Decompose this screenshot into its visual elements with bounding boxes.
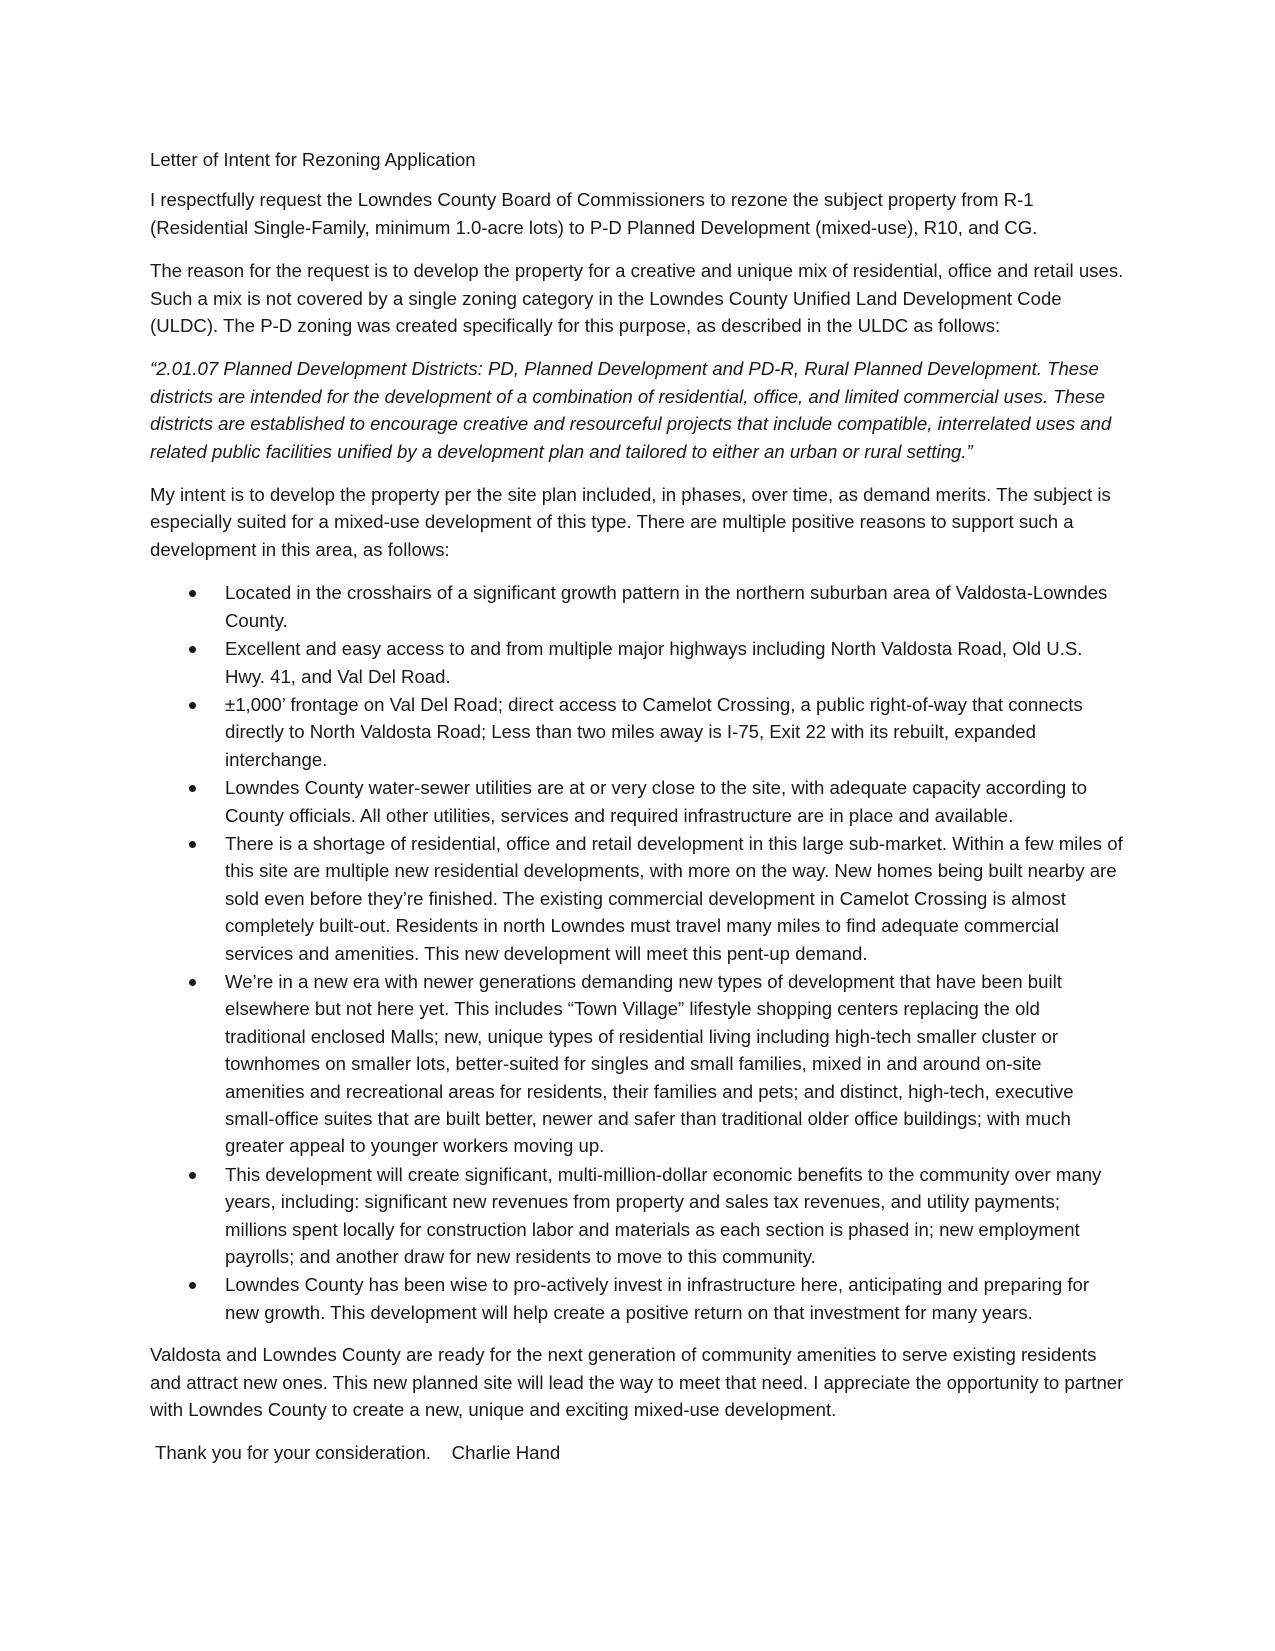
bullet-icon xyxy=(189,841,196,848)
list-item-text: We’re in a new era with newer generations demanding new types of development that have been built elsewhere but not here yet. This includes “Town Village” lifestyle shopping centers replacing the old traditional enclosed Malls; new, unique types of residential living including high-tech smaller cluster or townhomes on smaller lots, better-suited for singles and small families, mixed in and around on-site amenities and recreational areas for residents, their families and pets; and distinct, high-tech, executive small-office suites that are built better, newer and safer than traditional older office buildings; with much greater appeal to younger workers moving up. xyxy=(225,970,1074,1157)
list-item xyxy=(150,830,1125,967)
list-item xyxy=(150,691,1125,773)
bullet-icon xyxy=(189,702,196,709)
reasons-list xyxy=(150,579,1125,1326)
list-item xyxy=(150,968,1125,1160)
list-item-text: Excellent and easy access to and from multiple major highways including North Valdosta Road, Old U.S. Hwy. 41, and Val Del Road. xyxy=(225,638,1083,687)
bullet-icon xyxy=(189,1282,196,1289)
intent-paragraph: My intent is to develop the property per the site plan included, in phases, over time, as demand merits. The subject is especially suited for a mixed-use development of this type. There are multiple positive reasons to support such a development in this area, as follows: xyxy=(150,484,1111,560)
bullet-icon xyxy=(189,1172,196,1179)
list-item-text: Located in the crosshairs of a significant growth pattern in the northern suburban area of Valdosta-Lowndes County. xyxy=(225,582,1108,631)
list-item xyxy=(150,1161,1125,1271)
conclusion-paragraph: Valdosta and Lowndes County are ready for the next generation of community amenities to serve existing residents and attract new ones. This new planned site will lead the way to meet that need. I appreciate the opportunity to partner with Lowndes County to create a new, unique and exciting mixed-use development. xyxy=(150,1344,1124,1421)
bullet-icon xyxy=(189,646,196,653)
list-item xyxy=(150,635,1125,690)
letter-title: Letter of Intent for Rezoning Application xyxy=(150,149,476,170)
list-item-text: Lowndes County water-sewer utilities are at or very close to the site, with adequate capacity according to County officials. All other utilities, services and required infrastructure are in place and available. xyxy=(225,777,1087,826)
letter-page xyxy=(150,146,1125,1467)
uldc-quote: “2.01.07 Planned Development Districts: PD, Planned Development and PD-R, Rural Planned Development. These districts are intended for the development of a combination of residential, office, and limited commercial uses. These districts are established to encourage creative and resourceful projects that include compatible, interrelated uses and related public facilities unified by a development plan and tailored to either an urban or rural setting.” xyxy=(150,358,1112,462)
list-item-text: There is a shortage of residential, office and retail development in this large sub-market. Within a few miles of this site are multiple new residential developments, with more on the way. New homes being built nearby are sold even before they’re finished. The existing commercial development in Camelot Crossing is almost completely built-out. Residents in north Lowndes must travel many miles to find adequate commercial services and amenities. This new development will meet this pent-up demand. xyxy=(225,832,1123,964)
list-item-text: Lowndes County has been wise to pro-actively invest in infrastructure here, anticipating and preparing for new growth. This development will help create a positive return on that investment for many years. xyxy=(225,1274,1090,1323)
bullet-icon xyxy=(189,590,196,597)
bullet-icon xyxy=(189,785,196,792)
closing-line xyxy=(150,1439,1125,1466)
list-item-text: This development will create significant, multi-million-dollar economic benefits to the community over many years, including: significant new revenues from property and sales tax revenues, and utility payments; millions spent locally for construction labor and materials as each section is phased in; new employment payrolls; and another draw for new residents to move to this community. xyxy=(225,1163,1102,1268)
intro-paragraph: I respectfully request the Lowndes County Board of Commissioners to rezone the subject property from R-1 (Residential Single-Family, minimum 1.0-acre lots) to P-D Planned Development (mixed-use), R10, and CG. xyxy=(150,189,1038,238)
list-item xyxy=(150,1271,1125,1326)
closing-text: Thank you for your consideration. xyxy=(155,1442,431,1464)
list-item-text: ±1,000’ frontage on Val Del Road; direct access to Camelot Crossing, a public right-of-way that connects directly to North Valdosta Road; Less than two miles away is I-75, Exit 22 with its rebuilt, expanded interchange. xyxy=(225,693,1083,770)
signature: Charlie Hand xyxy=(451,1442,561,1464)
list-item xyxy=(150,579,1125,634)
bullet-icon xyxy=(189,979,196,986)
reason-paragraph: The reason for the request is to develop the property for a creative and unique mix of residential, office and retail uses. Such a mix is not covered by a single zoning category in the Lowndes County Unified Land Development Code (ULDC). The P-D zoning was created specifically for this purpose, as described in the ULDC as follows: xyxy=(150,260,1124,337)
list-item xyxy=(150,774,1125,829)
